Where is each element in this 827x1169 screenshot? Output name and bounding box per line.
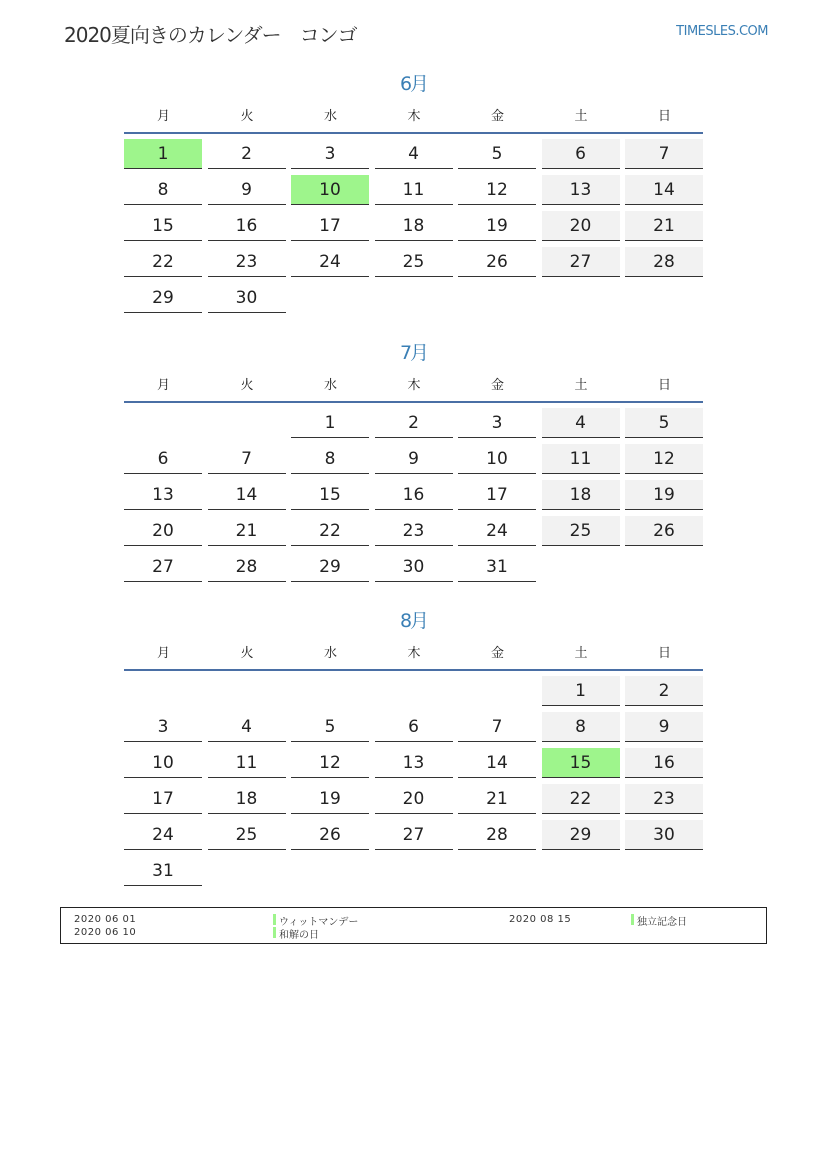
weekday-label: 月 bbox=[156, 378, 170, 393]
day-cell: 13 bbox=[375, 748, 453, 778]
weekday-label: 日 bbox=[657, 646, 671, 661]
weekday-label: 木 bbox=[407, 378, 421, 393]
day-cell: 27 bbox=[375, 820, 453, 850]
month-title: 8月 bbox=[399, 610, 428, 632]
day-cell: 24 bbox=[291, 247, 369, 277]
day-cell: 9 bbox=[208, 175, 286, 205]
day-cell-holiday: 10 bbox=[291, 175, 369, 205]
day-cell: 12 bbox=[458, 175, 536, 205]
day-cell: 11 bbox=[375, 175, 453, 205]
day-cell: 2 bbox=[208, 139, 286, 169]
legend-holiday-name bbox=[273, 926, 319, 941]
day-cell: 7 bbox=[458, 712, 536, 742]
day-cell: 24 bbox=[458, 516, 536, 546]
legend-color-marker bbox=[273, 914, 276, 925]
day-cell: 18 bbox=[542, 480, 620, 510]
day-cell: 10 bbox=[124, 748, 202, 778]
day-cell: 5 bbox=[291, 712, 369, 742]
day-cell: 11 bbox=[542, 444, 620, 474]
page-title: 2020夏向きのカレンダー コンゴ bbox=[64, 23, 357, 47]
site-link[interactable]: TIMESLES.COM bbox=[676, 24, 768, 39]
day-cell: 31 bbox=[458, 552, 536, 582]
day-cell: 11 bbox=[208, 748, 286, 778]
day-cell: 23 bbox=[375, 516, 453, 546]
day-cell: 28 bbox=[625, 247, 703, 277]
day-cell: 2 bbox=[625, 676, 703, 706]
weekday-label: 水 bbox=[323, 646, 337, 661]
day-cell: 20 bbox=[375, 784, 453, 814]
weekday-label: 土 bbox=[574, 109, 588, 124]
day-cell: 26 bbox=[458, 247, 536, 277]
weekday-label: 木 bbox=[407, 109, 421, 124]
legend-name-text: ウィットマンデー bbox=[279, 917, 359, 928]
day-cell: 3 bbox=[124, 712, 202, 742]
day-cell: 7 bbox=[208, 444, 286, 474]
day-cell: 24 bbox=[124, 820, 202, 850]
weekday-header bbox=[124, 642, 703, 660]
day-cell-holiday: 1 bbox=[124, 139, 202, 169]
legend-date: 2020 08 15 bbox=[509, 914, 572, 925]
day-cell: 8 bbox=[291, 444, 369, 474]
weekday-label: 金 bbox=[490, 109, 504, 124]
day-cell: 14 bbox=[208, 480, 286, 510]
weekday-label: 月 bbox=[156, 109, 170, 124]
day-cell: 21 bbox=[208, 516, 286, 546]
day-cell: 16 bbox=[375, 480, 453, 510]
day-cell: 17 bbox=[458, 480, 536, 510]
day-cell: 29 bbox=[542, 820, 620, 850]
day-cell: 27 bbox=[542, 247, 620, 277]
day-cell: 28 bbox=[208, 552, 286, 582]
day-cell: 10 bbox=[458, 444, 536, 474]
day-cell: 21 bbox=[625, 211, 703, 241]
day-cell: 4 bbox=[375, 139, 453, 169]
day-cell: 26 bbox=[291, 820, 369, 850]
day-cell: 14 bbox=[625, 175, 703, 205]
day-cell: 22 bbox=[542, 784, 620, 814]
day-cell: 1 bbox=[542, 676, 620, 706]
day-cell: 9 bbox=[625, 712, 703, 742]
day-cell: 12 bbox=[625, 444, 703, 474]
weekday-header bbox=[124, 374, 703, 392]
day-cell: 18 bbox=[208, 784, 286, 814]
day-cell: 17 bbox=[124, 784, 202, 814]
weekday-label: 土 bbox=[574, 378, 588, 393]
day-cell: 18 bbox=[375, 211, 453, 241]
day-cell: 4 bbox=[542, 408, 620, 438]
day-cell: 19 bbox=[291, 784, 369, 814]
day-cell: 29 bbox=[291, 552, 369, 582]
day-cell: 16 bbox=[625, 748, 703, 778]
day-cell: 25 bbox=[375, 247, 453, 277]
day-cell: 23 bbox=[208, 247, 286, 277]
weekday-label: 木 bbox=[407, 646, 421, 661]
legend-name-text: 和解の日 bbox=[279, 930, 319, 941]
day-cell: 15 bbox=[124, 211, 202, 241]
day-cell: 16 bbox=[208, 211, 286, 241]
day-cell: 22 bbox=[124, 247, 202, 277]
legend-name-text: 独立記念日 bbox=[637, 917, 687, 928]
day-cell: 13 bbox=[124, 480, 202, 510]
legend-holiday-name bbox=[631, 913, 687, 928]
legend-color-marker bbox=[631, 914, 634, 925]
weekday-label: 水 bbox=[323, 378, 337, 393]
weekday-header bbox=[124, 105, 703, 123]
day-cell: 8 bbox=[542, 712, 620, 742]
day-cell: 7 bbox=[625, 139, 703, 169]
day-cell: 13 bbox=[542, 175, 620, 205]
day-cell: 20 bbox=[542, 211, 620, 241]
weekday-label: 金 bbox=[490, 646, 504, 661]
day-cell: 6 bbox=[375, 712, 453, 742]
day-cell: 30 bbox=[208, 283, 286, 313]
day-cell: 2 bbox=[375, 408, 453, 438]
day-cell: 9 bbox=[375, 444, 453, 474]
day-cell: 15 bbox=[291, 480, 369, 510]
legend-date: 2020 06 01 bbox=[74, 914, 137, 925]
month-title: 7月 bbox=[399, 342, 428, 364]
weekday-label: 火 bbox=[240, 378, 254, 393]
day-cell: 6 bbox=[124, 444, 202, 474]
day-cell: 29 bbox=[124, 283, 202, 313]
header-rule bbox=[124, 132, 703, 134]
weekday-label: 水 bbox=[323, 109, 337, 124]
day-cell: 21 bbox=[458, 784, 536, 814]
weekday-label: 火 bbox=[240, 646, 254, 661]
day-cell: 1 bbox=[291, 408, 369, 438]
day-cell: 3 bbox=[291, 139, 369, 169]
day-cell: 6 bbox=[542, 139, 620, 169]
weekday-label: 金 bbox=[490, 378, 504, 393]
day-cell: 25 bbox=[542, 516, 620, 546]
legend-color-marker bbox=[273, 927, 276, 938]
legend-date: 2020 06 10 bbox=[74, 927, 137, 938]
day-cell: 3 bbox=[458, 408, 536, 438]
day-cell: 20 bbox=[124, 516, 202, 546]
month-title: 6月 bbox=[399, 73, 428, 95]
header-rule bbox=[124, 401, 703, 403]
day-cell: 8 bbox=[124, 175, 202, 205]
day-cell: 30 bbox=[625, 820, 703, 850]
weekday-label: 月 bbox=[156, 646, 170, 661]
day-cell: 19 bbox=[625, 480, 703, 510]
day-cell: 19 bbox=[458, 211, 536, 241]
day-cell: 12 bbox=[291, 748, 369, 778]
day-cell: 5 bbox=[625, 408, 703, 438]
weekday-label: 日 bbox=[657, 378, 671, 393]
weekday-label: 火 bbox=[240, 109, 254, 124]
day-cell: 25 bbox=[208, 820, 286, 850]
day-cell: 5 bbox=[458, 139, 536, 169]
day-cell: 4 bbox=[208, 712, 286, 742]
weekday-label: 日 bbox=[657, 109, 671, 124]
day-cell: 28 bbox=[458, 820, 536, 850]
day-cell: 14 bbox=[458, 748, 536, 778]
header-rule bbox=[124, 669, 703, 671]
day-cell: 30 bbox=[375, 552, 453, 582]
day-cell: 17 bbox=[291, 211, 369, 241]
day-cell-holiday: 15 bbox=[542, 748, 620, 778]
day-cell: 23 bbox=[625, 784, 703, 814]
day-cell: 22 bbox=[291, 516, 369, 546]
day-cell: 31 bbox=[124, 856, 202, 886]
day-cell: 26 bbox=[625, 516, 703, 546]
holiday-legend bbox=[60, 907, 767, 944]
day-cell: 27 bbox=[124, 552, 202, 582]
weekday-label: 土 bbox=[574, 646, 588, 661]
